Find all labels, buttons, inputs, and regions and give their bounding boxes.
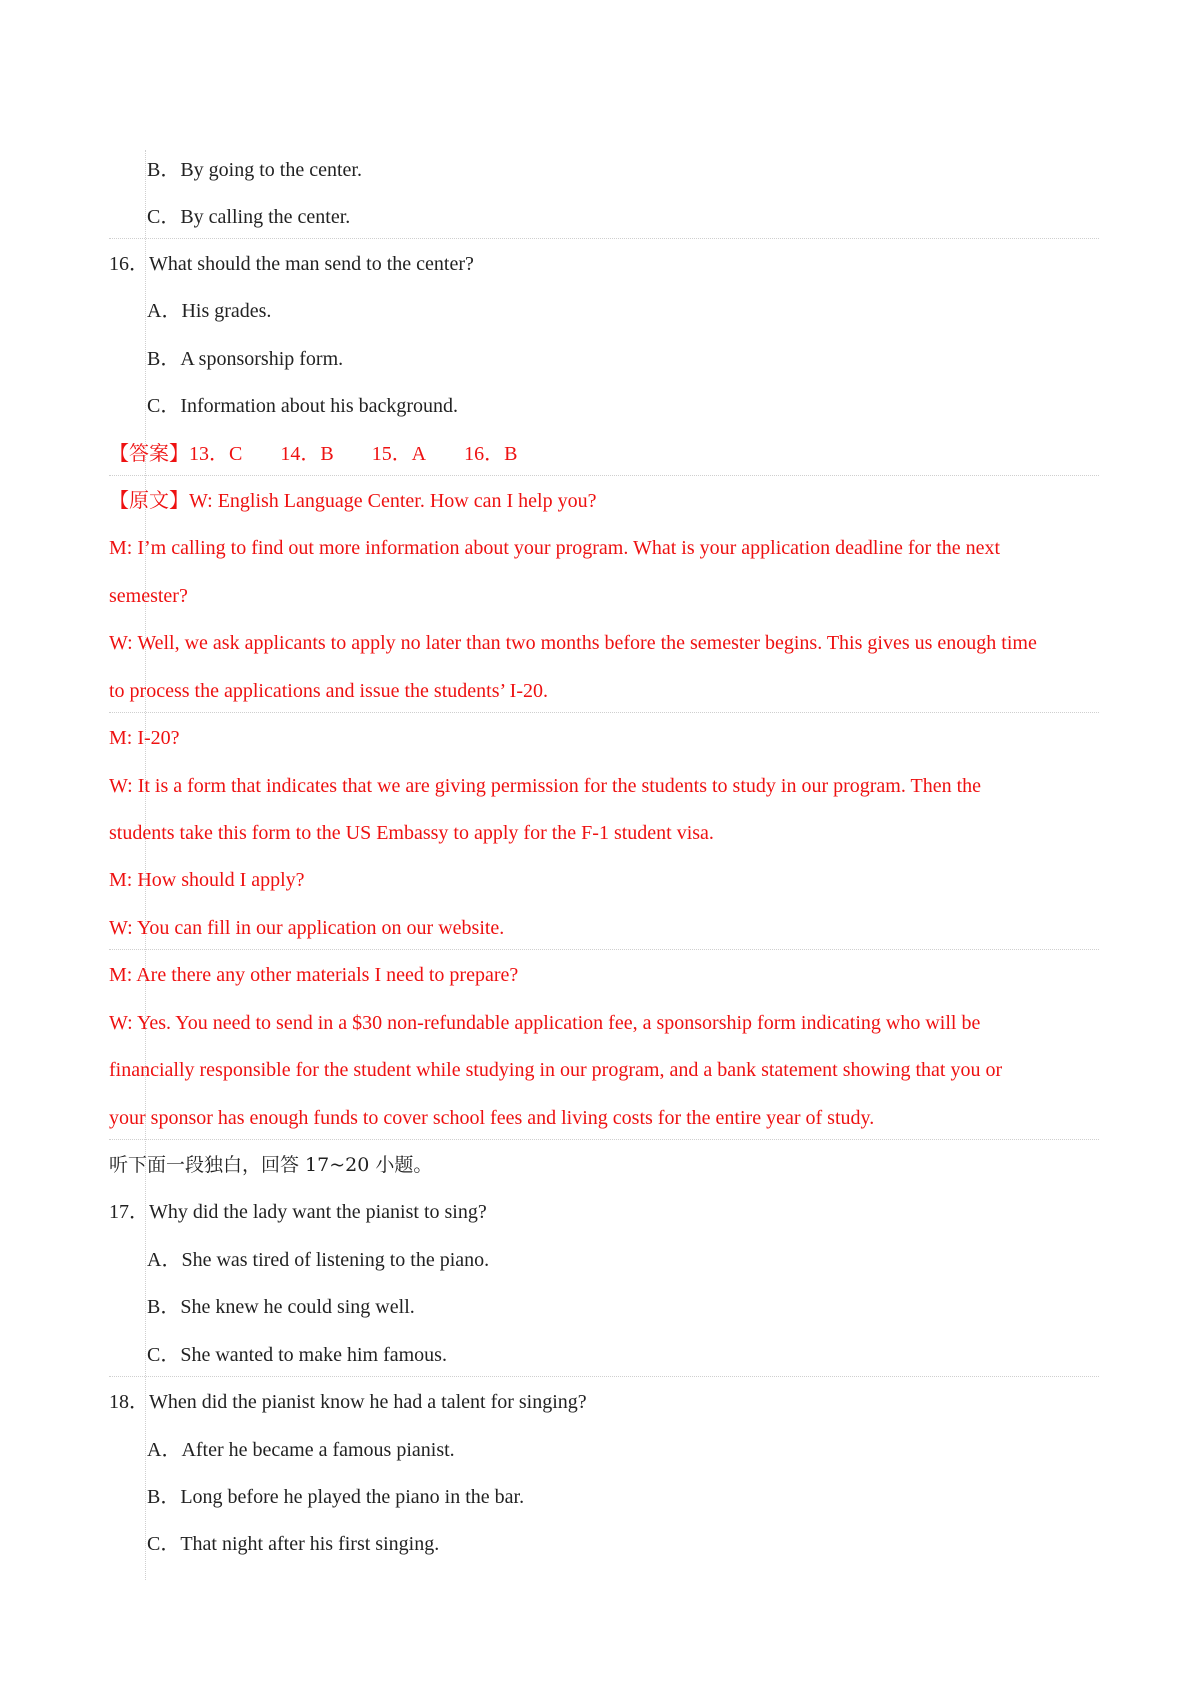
separator bbox=[109, 712, 1099, 713]
transcript-line-2: M: I’m calling to find out more information about your program. What is your application deadline for the next bbox=[109, 537, 1001, 559]
transcript-line-9: M: How should I apply? bbox=[109, 869, 305, 891]
answer-15: 15．A bbox=[371, 443, 427, 465]
q18-stem: 18．When did the pianist know he had a talent for singing? bbox=[109, 1391, 587, 1413]
separator bbox=[109, 1376, 1099, 1377]
transcript-line-10: W: You can fill in our application on our website. bbox=[109, 917, 505, 939]
transcript-tag: 【原文】 bbox=[109, 490, 189, 512]
q16-option-c: C．Information about his background. bbox=[147, 395, 459, 417]
q17-option-a: A．She was tired of listening to the piano. bbox=[147, 1249, 490, 1271]
transcript-text: W: English Language Center. How can I help you? bbox=[189, 490, 597, 512]
q17-option-c: C．She wanted to make him famous. bbox=[147, 1344, 447, 1366]
transcript-line-1 bbox=[109, 487, 596, 515]
margin-guide bbox=[145, 150, 146, 1580]
transcript-line-8: students take this form to the US Embassy to apply for the F-1 student visa. bbox=[109, 822, 714, 844]
transcript-line-14: your sponsor has enough funds to cover school fees and living costs for the entire year of study. bbox=[109, 1107, 875, 1129]
transcript-line-3: semester? bbox=[109, 585, 188, 607]
answer-14: 14．B bbox=[280, 443, 334, 465]
answer-13: 13．C bbox=[189, 443, 243, 465]
separator bbox=[109, 949, 1099, 950]
q15-option-b: B．By going to the center. bbox=[147, 159, 362, 181]
answer-tag: 【答案】 bbox=[109, 443, 189, 465]
transcript-line-4: W: Well, we ask applicants to apply no later than two months before the semester begins. This gives us enough time bbox=[109, 632, 1037, 654]
q18-option-a: A．After he became a famous pianist. bbox=[147, 1439, 455, 1461]
transcript-line-11: M: Are there any other materials I need to prepare? bbox=[109, 964, 519, 986]
q16-option-a: A．His grades. bbox=[147, 300, 272, 322]
q15-option-c: C．By calling the center. bbox=[147, 206, 351, 228]
q18-option-c: C．That night after his first singing. bbox=[147, 1533, 440, 1555]
transcript-line-5: to process the applications and issue the students’ I-20. bbox=[109, 680, 548, 702]
transcript-line-6: M: I-20? bbox=[109, 727, 180, 749]
separator bbox=[109, 475, 1099, 476]
q17-stem: 17．Why did the lady want the pianist to sing? bbox=[109, 1201, 487, 1223]
answer-line bbox=[109, 440, 517, 468]
q18-option-b: B．Long before he played the piano in the bar. bbox=[147, 1486, 525, 1508]
separator bbox=[109, 238, 1099, 239]
transcript-line-12: W: Yes. You need to send in a $30 non-refundable application fee, a sponsorship form indicating who will be bbox=[109, 1012, 981, 1034]
section-intro: 听下面一段独白，回答 17~20 小题。 bbox=[109, 1154, 433, 1176]
answer-16: 16．B bbox=[464, 443, 518, 465]
transcript-line-7: W: It is a form that indicates that we are giving permission for the students to study in our program. Then the bbox=[109, 775, 982, 797]
q16-stem: 16．What should the man send to the center? bbox=[109, 253, 474, 275]
q17-option-b: B．She knew he could sing well. bbox=[147, 1296, 415, 1318]
q16-option-b: B．A sponsorship form. bbox=[147, 348, 344, 370]
separator bbox=[109, 1139, 1099, 1140]
transcript-line-13: financially responsible for the student while studying in our program, and a bank statement showing that you or bbox=[109, 1059, 1003, 1081]
